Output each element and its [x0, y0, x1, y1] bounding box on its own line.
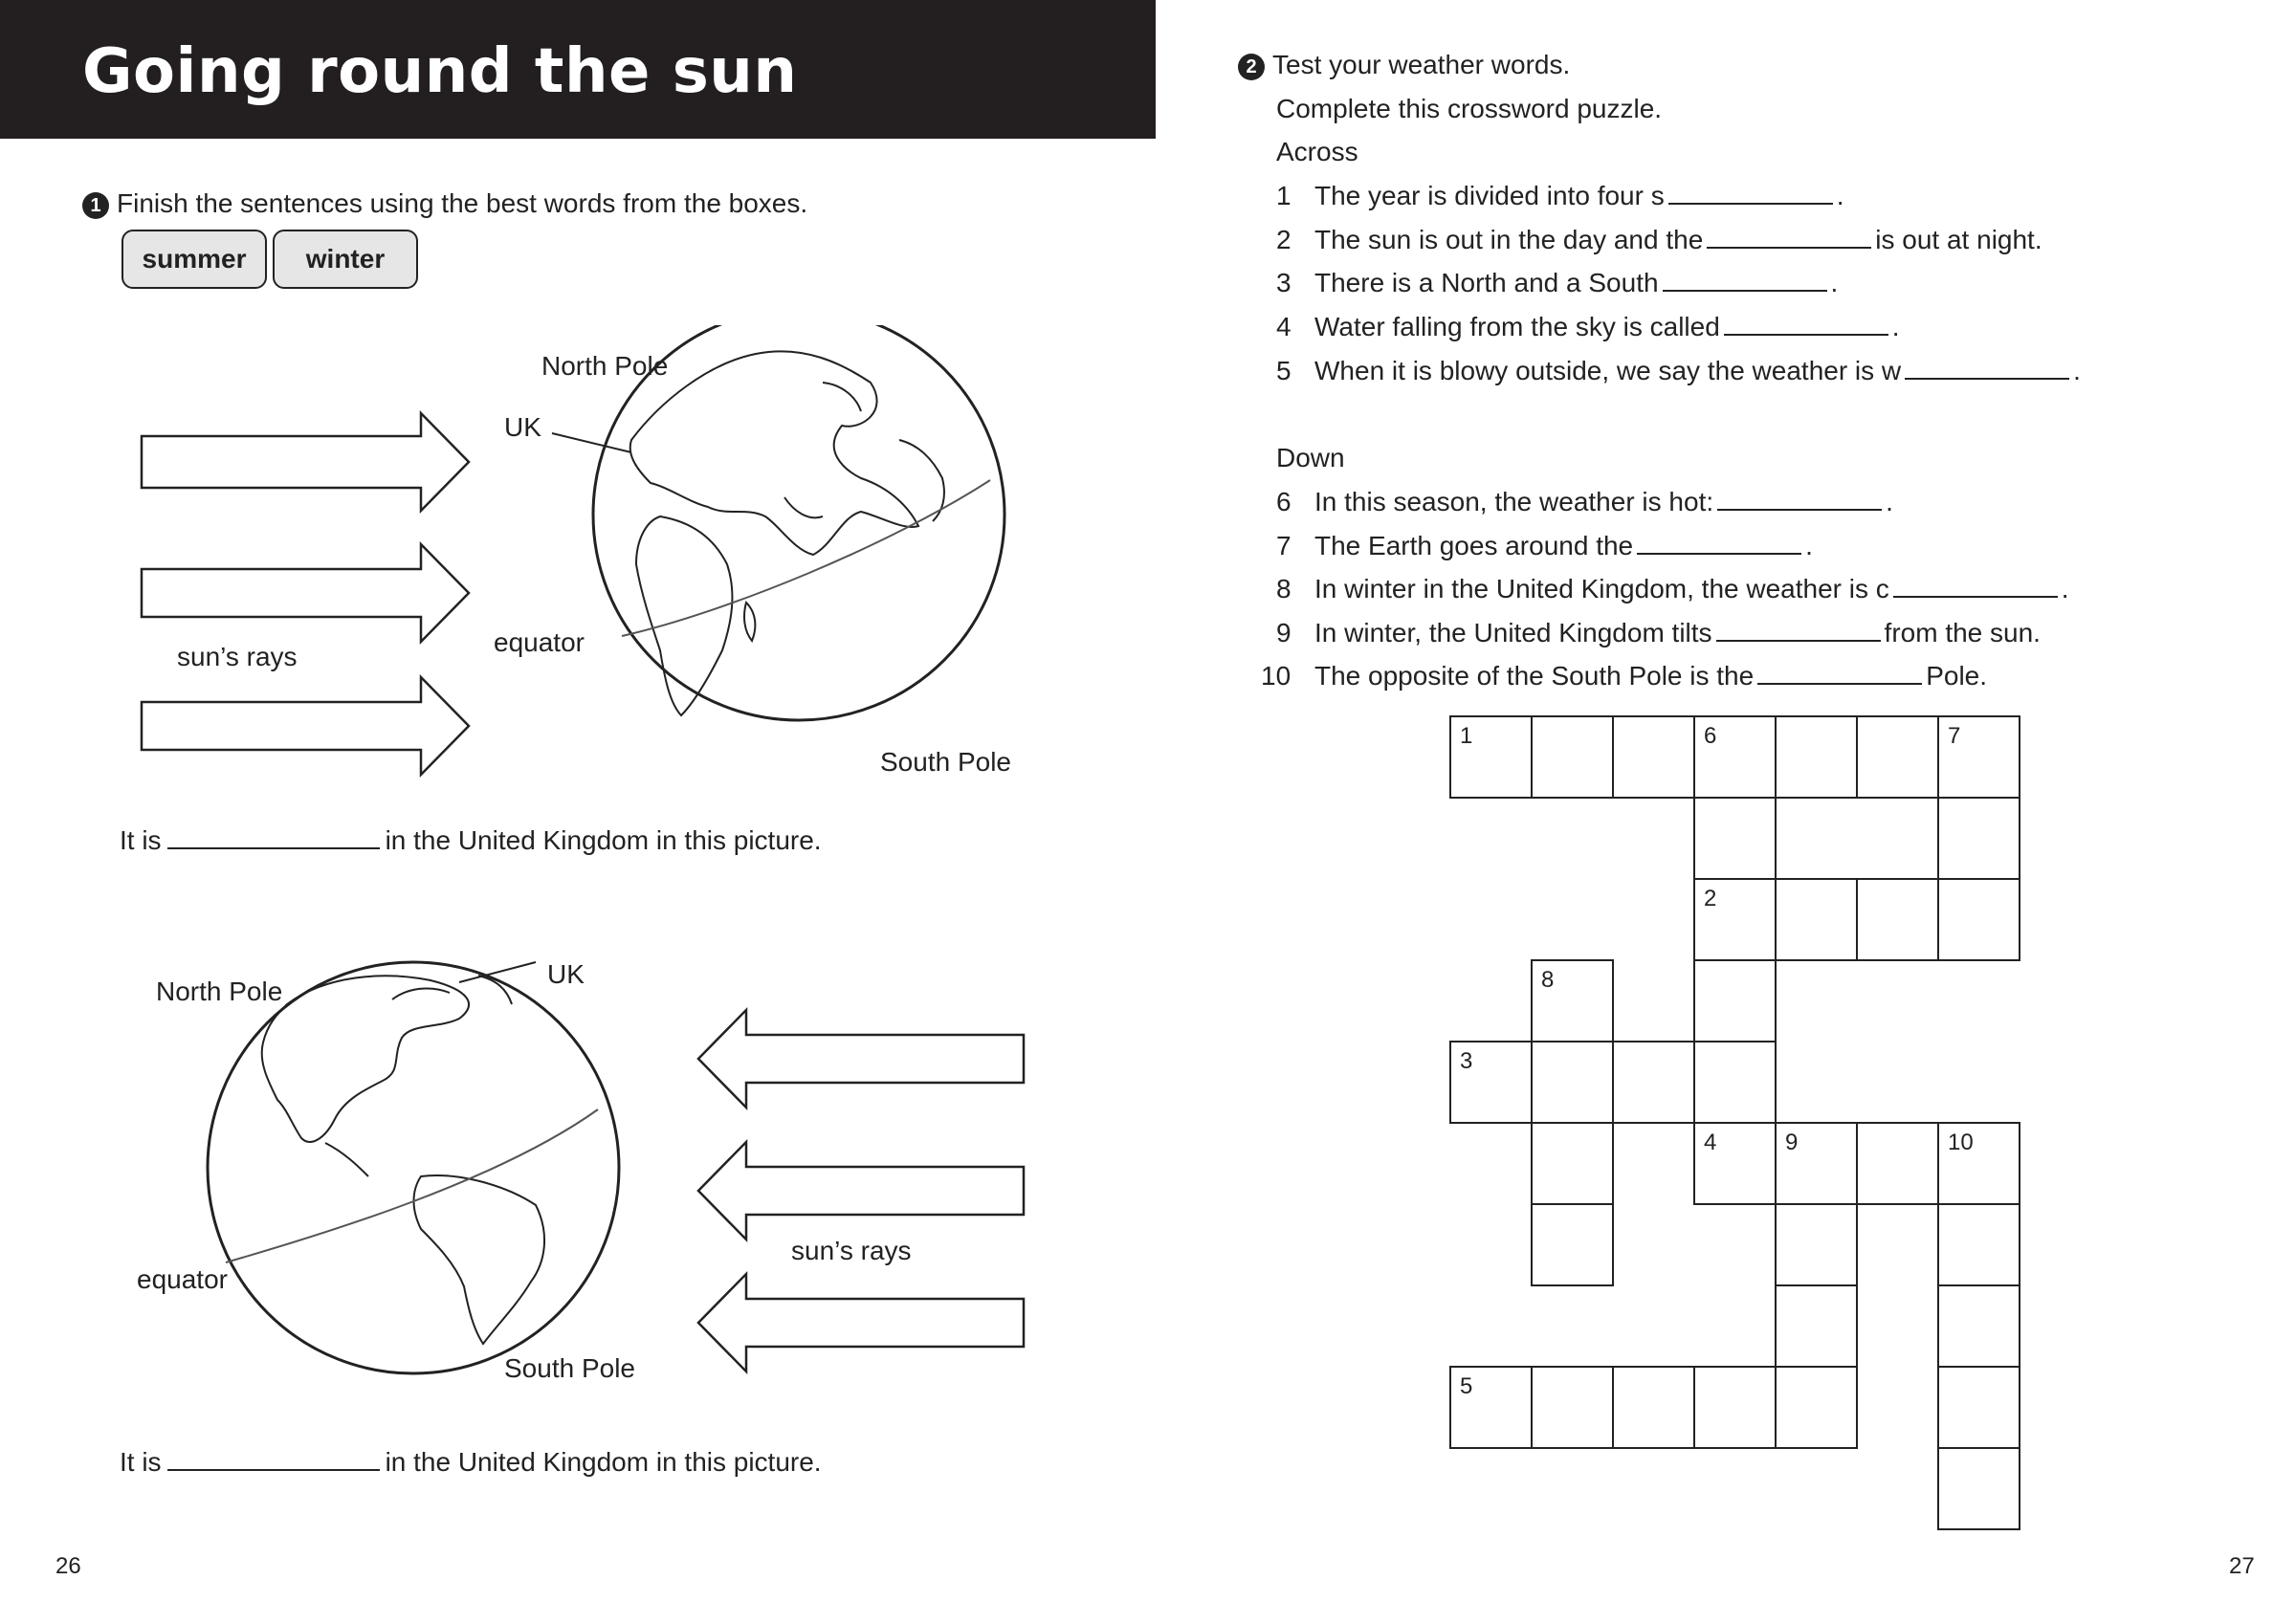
crossword-cell[interactable]	[1937, 715, 2020, 799]
question-2-line-1: Test your weather words.	[1272, 50, 1571, 79]
crossword-cell[interactable]	[1531, 959, 1614, 1042]
sentence-2	[120, 1446, 822, 1479]
crossword-cell[interactable]	[1612, 1366, 1695, 1449]
sun-ray-arrow	[698, 1010, 1024, 1108]
question-1-instruction: Finish the sentences using the best words from the boxes.	[117, 188, 808, 218]
title-bar	[0, 0, 1156, 139]
cell-number: 6	[1704, 723, 1717, 749]
page-number-right: 27	[2229, 1553, 2255, 1579]
clue-blank[interactable]	[1668, 180, 1833, 205]
clue-blank[interactable]	[1905, 355, 2069, 380]
crossword-cell[interactable]	[1775, 1284, 1858, 1368]
crossword-cell[interactable]	[1693, 878, 1777, 961]
cell-number: 3	[1460, 1048, 1473, 1074]
crossword-cell[interactable]	[1856, 1122, 1939, 1205]
clue-blank[interactable]	[1724, 311, 1888, 336]
crossword-cell[interactable]	[1937, 1122, 2020, 1205]
crossword-cell[interactable]	[1612, 715, 1695, 799]
cell-number: 7	[1948, 723, 1961, 749]
page-number-left: 26	[55, 1553, 81, 1579]
crossword-cell[interactable]	[1693, 1122, 1777, 1205]
globe	[208, 962, 619, 1373]
question-2	[1238, 49, 1570, 81]
sun-ray-arrow	[698, 1142, 1024, 1240]
clue-down-10: 10 The opposite of the South Pole is the Pole.	[1261, 661, 1988, 691]
word-box-summer: summer	[121, 230, 267, 289]
label-north-pole: North Pole	[541, 351, 669, 381]
answer-blank-2[interactable]	[167, 1446, 380, 1471]
crossword-cell[interactable]	[1531, 1122, 1614, 1205]
crossword-cell[interactable]	[1612, 1041, 1695, 1124]
label-south-pole: South Pole	[504, 1353, 635, 1383]
sentence-1	[120, 824, 822, 857]
crossword-cell[interactable]	[1775, 878, 1858, 961]
question-number-badge: 1	[82, 192, 109, 219]
diagram-earth-tilted-toward-sun	[0, 325, 1129, 784]
cell-number: 1	[1460, 723, 1473, 749]
label-uk: UK	[547, 959, 585, 989]
crossword-cell[interactable]	[1693, 797, 1777, 880]
crossword-cell[interactable]	[1937, 797, 2020, 880]
crossword-cell[interactable]	[1531, 1041, 1614, 1124]
cell-number: 10	[1948, 1130, 1974, 1155]
sun-ray-arrow	[142, 413, 469, 511]
crossword-cell[interactable]	[1775, 1122, 1858, 1205]
crossword-cell[interactable]	[1856, 715, 1939, 799]
clue-across-5: 5 When it is blowy outside, we say the weather is w .	[1276, 356, 2081, 385]
crossword-cell[interactable]	[1693, 1366, 1777, 1449]
clue-across-4: 4 Water falling from the sky is called .	[1276, 312, 1900, 341]
cell-number: 9	[1785, 1130, 1799, 1155]
sun-ray-arrow	[142, 544, 469, 642]
label-south-pole: South Pole	[880, 747, 1011, 777]
label-uk: UK	[504, 412, 541, 442]
clue-blank[interactable]	[1757, 660, 1922, 685]
clue-blank[interactable]	[1637, 530, 1801, 555]
label-north-pole: North Pole	[156, 977, 283, 1006]
clue-blank[interactable]	[1663, 267, 1827, 292]
crossword-cell[interactable]	[1693, 1041, 1777, 1124]
cell-number: 4	[1704, 1130, 1717, 1155]
clue-down-7: 7 The Earth goes around the .	[1276, 531, 1813, 560]
diagram-earth-tilted-away-from-sun	[0, 947, 1129, 1406]
label-equator: equator	[137, 1264, 228, 1294]
crossword-cell[interactable]	[1449, 1041, 1533, 1124]
down-heading: Down	[1276, 443, 1345, 472]
cell-number: 2	[1704, 886, 1717, 911]
label-equator: equator	[494, 627, 585, 657]
label-suns-rays: sun’s rays	[791, 1236, 912, 1265]
crossword-cell[interactable]	[1937, 1203, 2020, 1286]
clue-across-3: 3 There is a North and a South .	[1276, 268, 1839, 297]
crossword-cell[interactable]	[1937, 878, 2020, 961]
clue-blank[interactable]	[1893, 573, 2058, 598]
crossword-cell[interactable]	[1449, 1366, 1533, 1449]
clue-down-8: 8 In winter in the United Kingdom, the weather is c .	[1276, 574, 2069, 604]
clue-blank[interactable]	[1716, 617, 1881, 642]
cell-number: 5	[1460, 1373, 1473, 1399]
sentence-1-suffix: in the United Kingdom in this picture.	[385, 825, 822, 855]
crossword-cell[interactable]	[1775, 1203, 1858, 1286]
sentence-2-prefix: It is	[120, 1447, 162, 1477]
crossword-cell[interactable]	[1937, 1284, 2020, 1368]
crossword-cell[interactable]	[1775, 715, 1858, 799]
clue-down-9: 9 In winter, the United Kingdom tilts from the sun.	[1276, 618, 2041, 647]
sentence-2-suffix: in the United Kingdom in this picture.	[385, 1447, 822, 1477]
crossword-cell[interactable]	[1937, 1447, 2020, 1530]
crossword-cell[interactable]	[1449, 715, 1533, 799]
question-number-badge: 2	[1238, 54, 1265, 80]
crossword-cell[interactable]	[1693, 715, 1777, 799]
word-box-winter: winter	[273, 230, 418, 289]
sun-ray-arrow	[698, 1274, 1024, 1372]
question-1	[82, 187, 807, 220]
crossword-cell[interactable]	[1937, 1366, 2020, 1449]
clue-down-6: 6 In this season, the weather is hot: .	[1276, 487, 1893, 516]
crossword-cell[interactable]	[1856, 878, 1939, 961]
across-heading: Across	[1276, 137, 1358, 166]
cell-number: 8	[1541, 967, 1555, 993]
sentence-1-prefix: It is	[120, 825, 162, 855]
crossword-cell[interactable]	[1531, 715, 1614, 799]
label-suns-rays: sun’s rays	[177, 642, 298, 671]
clue-across-2: 2 The sun is out in the day and the is out at night.	[1276, 225, 2042, 254]
globe	[593, 325, 1004, 720]
crossword-cell[interactable]	[1693, 959, 1777, 1042]
crossword-cell[interactable]	[1531, 1366, 1614, 1449]
clue-blank[interactable]	[1707, 224, 1871, 249]
crossword-cell[interactable]	[1531, 1203, 1614, 1286]
clue-blank[interactable]	[1717, 486, 1882, 511]
answer-blank-1[interactable]	[167, 824, 380, 849]
clue-across-1: 1 The year is divided into four s .	[1276, 181, 1844, 210]
sun-ray-arrow	[142, 677, 469, 775]
crossword-cell[interactable]	[1775, 1366, 1858, 1449]
page-title: Going round the sun	[82, 36, 798, 107]
question-2-line-2: Complete this crossword puzzle.	[1276, 94, 1663, 123]
